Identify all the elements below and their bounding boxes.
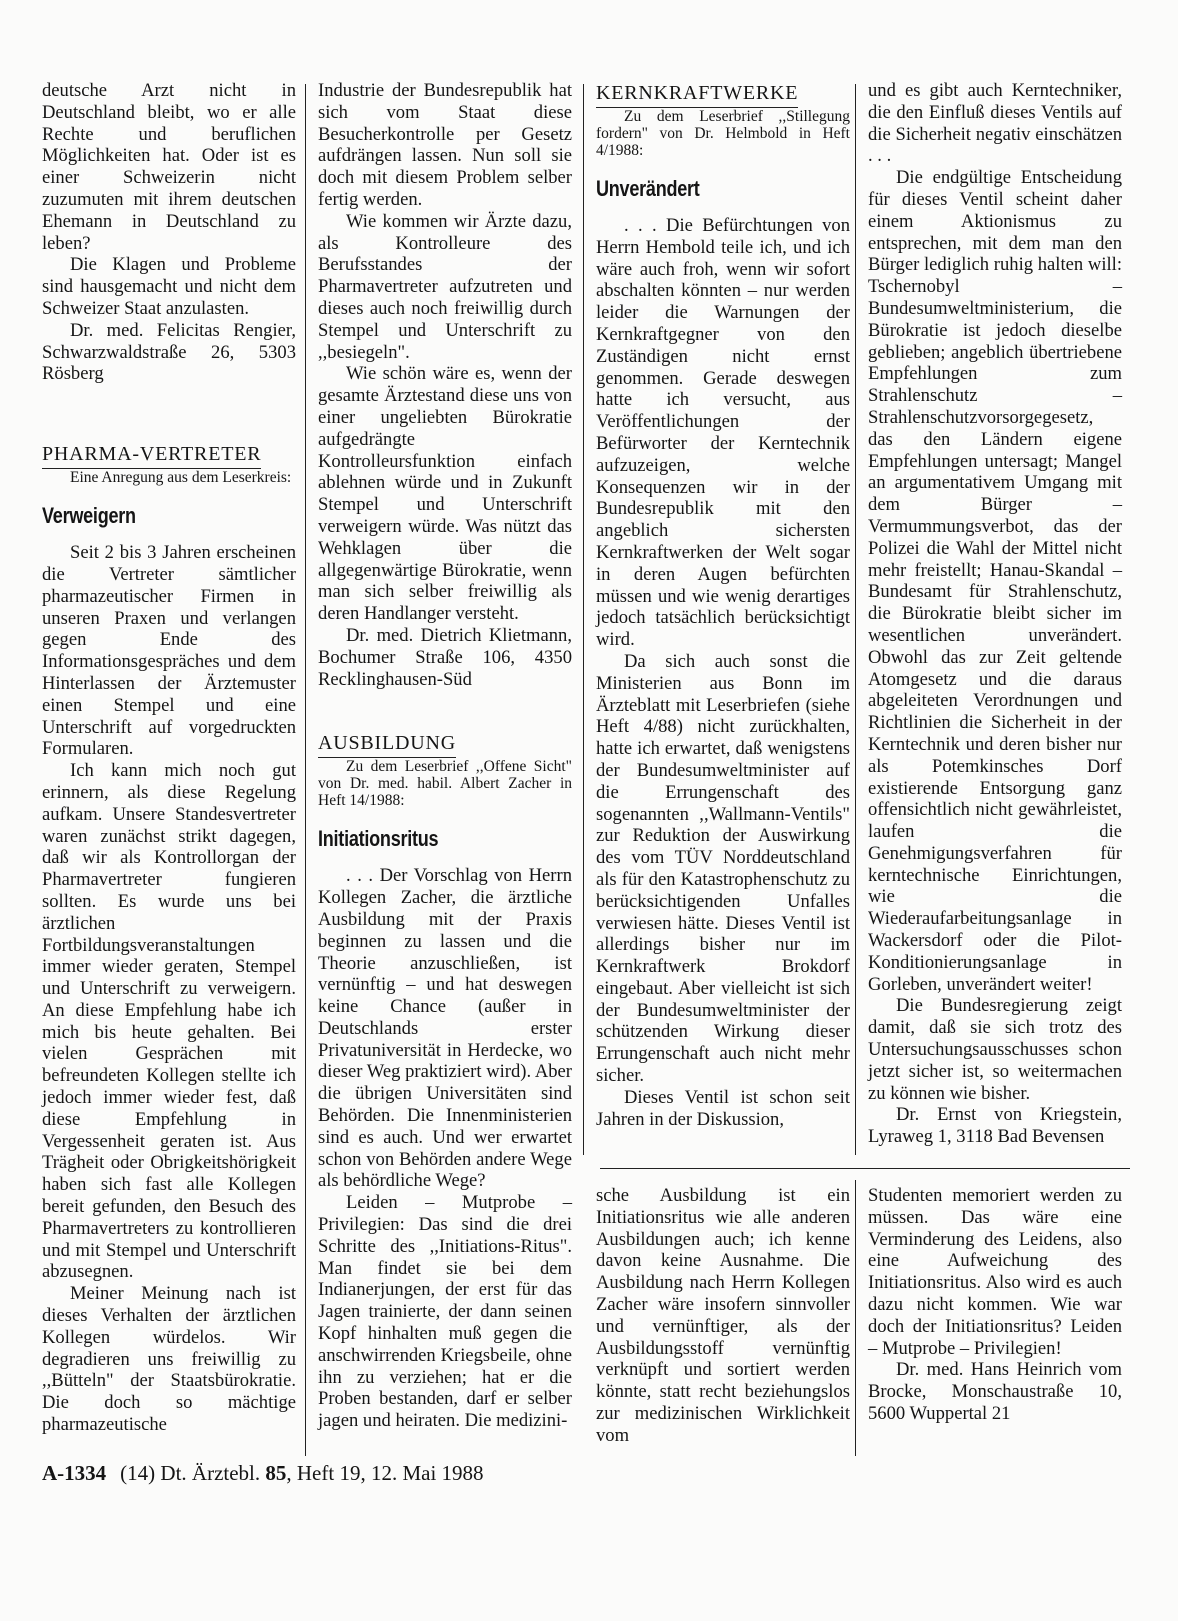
volume-number: 85	[265, 1461, 287, 1485]
column-rule-1	[305, 84, 306, 1456]
letter-signature: Dr. med. Felicitas Rengier, Schwarzwaldstraße 26, 5303 Rösberg	[42, 319, 296, 385]
paragraph: Die Klagen und Probleme sind hausgemacht und nicht dem Schweizer Staat anzulasten.	[42, 254, 296, 319]
headline-unveraendert: Unverändert	[596, 176, 700, 201]
section-title-pharma-vertreter: PHARMA-VERTRETER	[42, 441, 261, 469]
paragraph: Wie schön wäre es, wenn der gesamte Ärztestand diese uns von einer ungeliebten Bürokratie aufgedrängte Kontrolleursfunktion einfach ablehnen würde und in Zukunft Stempel und Unterschrift verweigern würde. Was nützt das Wehklagen über die allgegenwärtige Bürokratie, wenn man sich selber freiwillig als deren Handlanger versteht.	[318, 363, 572, 625]
letter-signature: Dr. med. Dietrich Klietmann, Bochumer Straße 106, 4350 Recklinghausen-Süd	[318, 624, 572, 690]
paragraph: sche Ausbildung ist ein Initiationsritus wie alle anderen Ausbildungen auch; ich kenne davon keine Ausnahme. Die Ausbildung nach Herrn Kollegen Zacher wäre insofern sinnvoller und vernünftiger, als der Ausbildungsstoff vernünftig verknüpft und sortiert werden könnte, statt recht beziehungslos zur medizinischen Wirklichkeit vom	[596, 1185, 850, 1446]
column-rule-2	[583, 84, 584, 1155]
paragraph: Da sich auch sonst die Ministerien aus Bonn im Ärzteblatt mit Leserbriefen (siehe Heft 4/88) nicht zurückhalten, hatte ich erwartet, daß wenigstens der Bundesumweltminister auf die Errungenschaft des sogenannten ,,Wallmann-Ventils" zur Reduktion der Auswirkung des vom TÜV Norddeutschland als für den Katastrophenschutz zu berücksichtigenden Unfalles verwiesen hätte. Dieses Ventil ist allerdings bisher nur im Kernkraftwerk Brokdorf eingebaut. Aber vielleicht ist sich der Bundesumweltminister der schützenden Wirkung dieser Errungenschaft auch nicht mehr sicher.	[596, 650, 850, 1087]
paragraph: Wie kommen wir Ärzte dazu, als Kontrolleure des Berufsstandes der Pharmavertreter aufzutreten und dieses auch noch freiwillig durch Stempel und Unterschrift zu ,,besiegeln".	[318, 210, 572, 363]
headline-initiationsritus: Initiationsritus	[318, 826, 439, 852]
horizontal-rule	[600, 1168, 1130, 1169]
paragraph: und es gibt auch Kerntechniker, die den Einfluß dieses Ventils auf die Sicherheit negativ einschätzen . . .	[868, 80, 1122, 167]
page-number: A-1334	[42, 1461, 107, 1485]
letter-intro: Eine Anregung aus dem Leserkreis:	[70, 469, 292, 487]
paragraph: deutsche Arzt nicht in Deutschland bleibt, wo er alle Rechte und beruflichen Möglichkeiten hat. Oder ist es einer Schweizerin nicht zuzumuten mit ihrem deutschen Ehemann in Deutschland zu leben?	[42, 80, 296, 254]
citation-prefix: (14) Dt. Ärztebl.	[120, 1461, 261, 1485]
headline-verweigern: Verweigern	[42, 503, 136, 529]
column-3	[596, 80, 850, 1130]
letter-signature: Dr. Ernst von Kriegstein, Lyraweg 1, 3118 Bad Bevensen	[868, 1104, 1122, 1148]
column-2	[318, 80, 572, 1432]
paragraph: Ich kann mich noch gut erinnern, als diese Regelung aufkam. Unsere Standesvertreter waren zunächst strikt dagegen, daß wir als Kontrollorgan der Pharmavertreter fungieren sollten. Es wurde uns bei ärztlichen Fortbildungsveranstaltungen immer wieder geraten, Stempel und Unterschrift zu verweigern. An diese Empfehlung habe ich mich bis heute gehalten. Bei vielen Gesprächen mit befreundeten Kollegen stellte ich jedoch immer wieder fest, daß diese Empfehlung in Vergessenheit geraten ist. Aus Trägheit oder Obrigkeitshörigkeit haben sich fast alle Kollegen bereit gefunden, den Besuch des Pharmavertreters zu kontrollieren und mit Stempel und Unterschrift abzusegnen.	[42, 760, 296, 1283]
paragraph: Industrie der Bundesrepublik hat sich vom Staat diese Besucherkontrolle per Gesetz aufdrängen lassen. Nun soll sie doch mit diesem Problem selber fertig werden.	[318, 80, 572, 210]
paragraph: Leiden – Mutprobe – Privilegien: Das sind die drei Schritte des ,,Initiations-Ritus". Man findet sie bei dem Indianerjungen, der erst für das Jagen trainierte, der dann seinen Kopf hinhalten muß gegen die anschwirrenden Kriegsbeile, ohne ihn zu verziehen; hat er die Proben bestanden, darf er selber jagen und heiraten. Die medizini-	[318, 1192, 572, 1432]
letter-intro: Zu dem Leserbrief ,,Offene Sicht" von Dr. med. habil. Albert Zacher in Heft 14/1988:	[318, 758, 572, 810]
paragraph: Studenten memoriert werden zu müssen. Das wäre eine Verminderung des Leidens, also eine Aufweichung des Initiationsritus. Also wird es auch dazu nicht kommen. Wie war doch der Initiationsritus? Leiden – Mutprobe – Privilegien!	[868, 1185, 1122, 1359]
section-title-kernkraftwerke: KERNKRAFTWERKE	[596, 80, 798, 108]
paragraph: Die Bundesregierung zeigt damit, daß sie sich trotz des Untersuchungsausschusses schon jetzt sicher ist, so weitermachen zu können wie bisher.	[868, 995, 1122, 1104]
paragraph: Dieses Ventil ist schon seit Jahren in der Diskussion,	[596, 1086, 850, 1130]
citation-suffix: , Heft 19, 12. Mai 1988	[286, 1461, 484, 1485]
column-rule-3	[855, 84, 856, 1155]
letter-signature: Dr. med. Hans Heinrich vom Brocke, Monschaustraße 10, 5600 Wuppertal 21	[868, 1359, 1122, 1424]
letter-intro: Zu dem Leserbrief ,,Stillegung fordern" von Dr. Helmbold in Heft 4/1988:	[596, 108, 850, 159]
paragraph: Die endgültige Entscheidung für dieses Ventil scheint daher einem Aktionismus zu entsprechen, mit dem man den Bürger lediglich ruhig halten will: Tschernobyl – Bundesumweltministerium, die Bürokratie ist jedoch dieselbe geblieben; angeblich übertriebene Empfehlungen zum Strahlenschutz – Strahlenschutzvorsorgegesetz, das den Ländern eigene Empfehlungen untersagt; Mangel an argumentativem Umgang mit dem Bürger – Vermummungsverbot, das der Polizei die Wahl der Mittel nicht mehr freistellt; Hanau-Skandal – Bundesamt für Strahlenschutz, die Bürokratie bleibt sicher im wesentlichen unverändert. Obwohl das zur Zeit geltende Atomgesetz und die daraus abgeleiteten Verordnungen und Richtlinien die Sicherheit in der Kerntechnik und deren bisher nur als Potemkinsches Dorf existierende Entsorgung ganz offensichtlich nicht gewährleistet, laufen die Genehmigungsverfahren für kerntechnische Einrichtungen, wie die Wiederaufarbeitungsanlage in Wackersdorf oder die Pilot-Konditionierungsanlage in Gorleben, unverändert weiter!	[868, 167, 1122, 995]
section-title-ausbildung: AUSBILDUNG	[318, 730, 456, 758]
column-4	[868, 80, 1122, 1148]
column-rule-4	[855, 1180, 856, 1456]
paragraph: Meiner Meinung nach ist dieses Verhalten der ärztlichen Kollegen würdelos. Wir degradieren uns freiwillig zu ,,Bütteln" der Staatsbürokratie. Die doch so mächtige pharmazeutische	[42, 1283, 296, 1436]
paragraph: . . . Die Befürchtungen von Herrn Hembold teile ich, und ich wäre auch froh, wenn wir sofort abschalten könnten – nur werden leider die Warnungen der Kernkraftgegner von den Zuständigen nicht ernst genommen. Gerade deswegen hatte ich versucht, aus Veröffentlichungen der Befürworter der Kerntechnik aufzuzeigen, welche Konsequenzen wir in der Bundesrepublik mit den angeblich sichersten Kernkraftwerken der Welt sogar in deren Augen befürchten müssen und wie wenig derartiges jedoch tatsächlich berücksichtigt wird.	[596, 215, 850, 651]
continuation-column-4	[868, 1185, 1122, 1425]
continuation-column-3	[596, 1185, 850, 1447]
page-footer	[42, 1460, 484, 1486]
column-1	[42, 80, 296, 1436]
paragraph: . . . Der Vorschlag von Herrn Kollegen Zacher, die ärztliche Ausbildung mit der Praxis beginnen zu lassen und die Theorie anzuschließen, ist vernünftig – und hat deswegen keine Chance (außer in Deutschlands erster Privatuniversität in Herdecke, wo dieser Weg praktiziert wird). Aber die übrigen Universitäten sind Behörden. Die Innenministerien sind es auch. Und wer erwartet schon von Behörden andere Wege als behördliche Wege?	[318, 865, 572, 1192]
paragraph: Seit 2 bis 3 Jahren erscheinen die Vertreter sämtlicher pharmazeutischer Firmen in unseren Praxen und verlangen gegen Ende des Informationsgespräches und dem Hinterlassen der Ärztemuster einen Stempel und eine Unterschrift auf vorgedruckten Formularen.	[42, 542, 296, 760]
